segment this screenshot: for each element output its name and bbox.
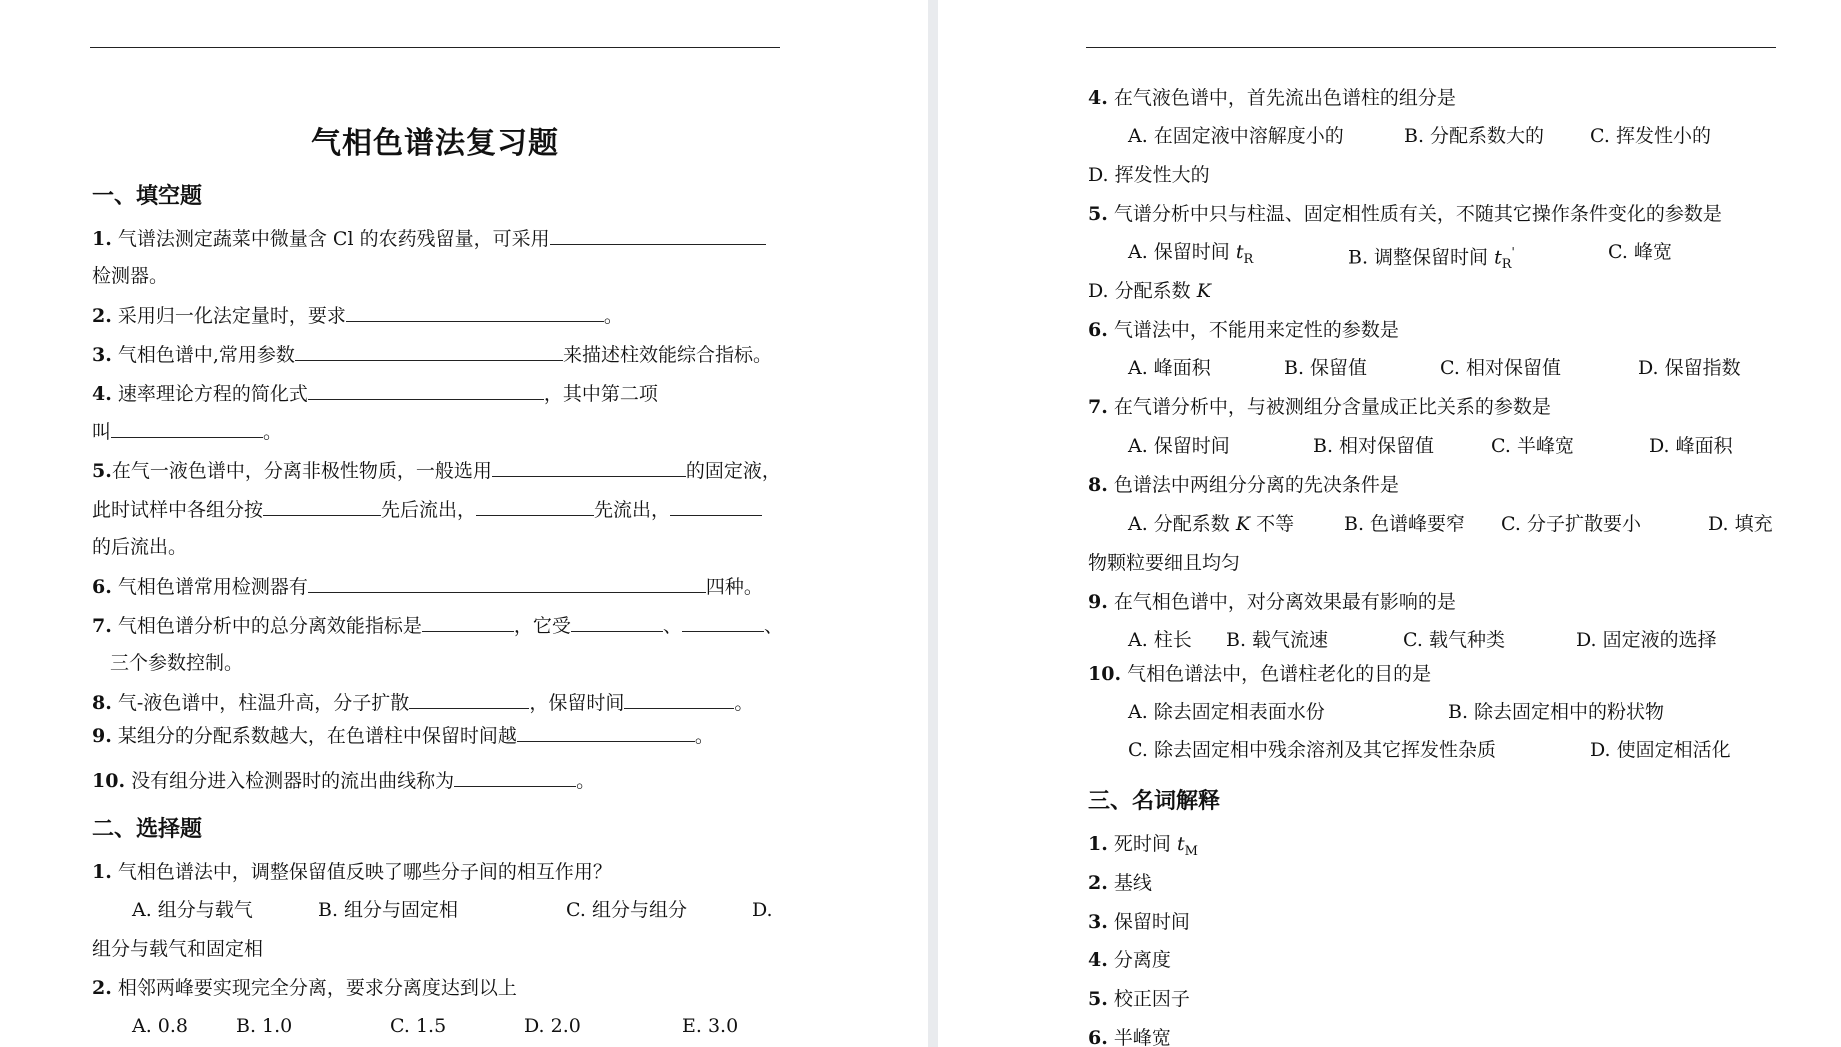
choice-9-option-c: C. 载气种类 (1403, 629, 1505, 651)
answer-blank (571, 613, 663, 632)
document-page-right (938, 0, 1841, 1047)
fill-question-2: 2. 采用归一化法定量时，要求 。 (92, 305, 623, 327)
choice-7-option-a: A. 保留时间 (1128, 435, 1230, 457)
choice-6-option-c: C. 相对保留值 (1440, 357, 1561, 379)
answer-blank (346, 303, 604, 322)
choice-10-option-d: D. 使固定相活化 (1590, 739, 1731, 761)
fill-question-7: 7. 气相色谱分析中的总分离效能指标是 ，它受 、 、 (92, 615, 783, 637)
choice-7-option-b: B. 相对保留值 (1313, 435, 1435, 457)
fill-question-9: 9. 某组分的分配系数越大，在色谱柱中保留时间越 。 (92, 725, 714, 747)
section-heading-fill-in: 一、填空题 (92, 183, 203, 209)
fill-question-5-cont: 此时试样中各组分按 先后流出， 先流出， (92, 497, 762, 522)
term-item-1: 1. 死时间 $t_M$ (1088, 833, 1198, 859)
header-rule (1086, 47, 1776, 48)
choice-question-7: 7. 在气谱分析中，与被测组分含量成正比关系的参数是 (1088, 396, 1551, 418)
choice-2-option-d: D. 2.0 (524, 1015, 581, 1037)
answer-blank (308, 574, 706, 593)
choice-10-option-c: C. 除去固定相中残余溶剂及其它挥发性杂质 (1128, 739, 1496, 761)
answer-blank (308, 381, 544, 400)
fill-question-1-cont: 检测器。 (92, 265, 169, 287)
fill-question-8: 8. 气-液色谱中，柱温升高，分子扩散 ，保留时间 。 (92, 692, 754, 714)
choice-4-option-b: B. 分配系数大的 (1404, 125, 1545, 147)
term-item-4: 4. 分离度 (1088, 949, 1171, 971)
answer-blank (295, 342, 563, 361)
choice-question-5: 5. 气谱分析中只与柱温、固定相性质有关，不随其它操作条件变化的参数是 (1088, 203, 1722, 225)
page-title: 气相色谱法复习题 (311, 126, 559, 161)
section-heading-terms: 三、名词解释 (1088, 788, 1221, 814)
section-heading-choice: 二、选择题 (92, 816, 203, 842)
term-item-2: 2. 基线 (1088, 872, 1152, 894)
choice-4-option-a: A. 在固定液中溶解度小的 (1128, 125, 1344, 147)
choice-7-option-c: C. 半峰宽 (1491, 435, 1574, 457)
term-item-5: 5. 校正因子 (1088, 988, 1190, 1010)
choice-question-10: 10. 气相色谱法中，色谱柱老化的目的是 (1088, 663, 1432, 685)
choice-9-option-b: B. 载气流速 (1226, 629, 1329, 651)
choice-2-option-e: E. 3.0 (682, 1015, 739, 1037)
choice-5-option-d: D. 分配系数 K (1088, 280, 1211, 302)
choice-9-option-a: A. 柱长 (1128, 629, 1192, 651)
choice-7-option-d: D. 峰面积 (1649, 435, 1733, 457)
choice-8-option-a: A. 分配系数 K 不等 (1128, 513, 1295, 535)
fill-question-6: 6. 气相色谱常用检测器有 四种。 (92, 576, 763, 598)
choice-6-option-a: A. 峰面积 (1128, 357, 1211, 379)
term-item-3: 3. 保留时间 (1088, 911, 1190, 933)
fill-question-5: 5.在气一液色谱中，分离非极性物质，一般选用 的固定液， (92, 460, 781, 482)
choice-4-option-d: D. 挥发性大的 (1088, 164, 1210, 186)
header-rule (90, 47, 780, 48)
choice-5-option-c: C. 峰宽 (1608, 241, 1672, 263)
answer-blank (682, 613, 764, 632)
answer-blank (111, 419, 263, 438)
answer-blank (454, 768, 576, 787)
choice-1-option-b: B. 组分与固定相 (318, 899, 459, 921)
choice-4-option-c: C. 挥发性小的 (1590, 125, 1711, 147)
answer-blank (517, 723, 695, 742)
answer-blank (670, 497, 762, 516)
term-item-6: 6. 半峰宽 (1088, 1027, 1171, 1047)
choice-1-option-a: A. 组分与载气 (132, 899, 253, 921)
answer-blank (492, 458, 686, 477)
choice-8-option-b: B. 色谱峰要窄 (1344, 513, 1466, 535)
choice-1-option-d-cont: 组分与载气和固定相 (92, 938, 264, 960)
choice-8-option-d: D. 填充 (1708, 513, 1773, 535)
choice-5-option-b: B. 调整保留时间 $t_R'$ (1348, 245, 1515, 273)
answer-blank (409, 690, 529, 709)
answer-blank (476, 497, 594, 516)
choice-1-option-d: D. (752, 899, 773, 921)
fill-question-4: 4. 速率理论方程的简化式 ，其中第二项 (92, 383, 658, 405)
choice-2-option-c: C. 1.5 (390, 1015, 447, 1037)
choice-8-option-d-cont: 物颗粒要细且均匀 (1088, 552, 1241, 574)
choice-question-9: 9. 在气相色谱中，对分离效果最有影响的是 (1088, 591, 1456, 613)
choice-9-option-d: D. 固定液的选择 (1576, 629, 1717, 651)
fill-question-10: 10. 没有组分进入检测器时的流出曲线称为 。 (92, 770, 596, 792)
choice-8-option-c: C. 分子扩散要小 (1501, 513, 1641, 535)
choice-question-6: 6. 气谱法中，不能用来定性的参数是 (1088, 319, 1399, 341)
choice-6-option-d: D. 保留指数 (1638, 357, 1741, 379)
fill-question-7-cont: 三个参数控制。 (110, 652, 244, 674)
choice-question-4: 4. 在气液色谱中，首先流出色谱柱的组分是 (1088, 87, 1456, 109)
choice-10-option-b: B. 除去固定相中的粉状物 (1448, 701, 1665, 723)
choice-6-option-b: B. 保留值 (1284, 357, 1368, 379)
choice-1-option-c: C. 组分与组分 (566, 899, 687, 921)
fill-question-4-cont: 叫 。 (92, 421, 283, 443)
answer-blank (624, 690, 734, 709)
answer-blank (263, 497, 381, 516)
choice-question-8: 8. 色谱法中两组分分离的先决条件是 (1088, 474, 1399, 496)
choice-2-option-a: A. 0.8 (132, 1015, 189, 1037)
choice-5-option-a: A. 保留时间 $t_R$ (1128, 241, 1254, 267)
answer-blank (550, 226, 766, 245)
fill-question-1: 1. 气谱法测定蔬菜中微量含 Cl 的农药残留量，可采用 (92, 226, 766, 251)
fill-question-3: 3. 气相色谱中,常用参数 来描述柱效能综合指标。 (92, 344, 772, 366)
choice-10-option-a: A. 除去固定相表面水份 (1128, 701, 1325, 723)
choice-2-option-b: B. 1.0 (236, 1015, 293, 1037)
answer-blank (422, 613, 514, 632)
fill-question-5-cont2: 的后流出。 (92, 536, 188, 558)
choice-question-1: 1. 气相色谱法中，调整保留值反映了哪些分子间的相互作用？ (92, 861, 612, 883)
choice-question-2: 2. 相邻两峰要实现完全分离，要求分离度达到以上 (92, 977, 517, 999)
